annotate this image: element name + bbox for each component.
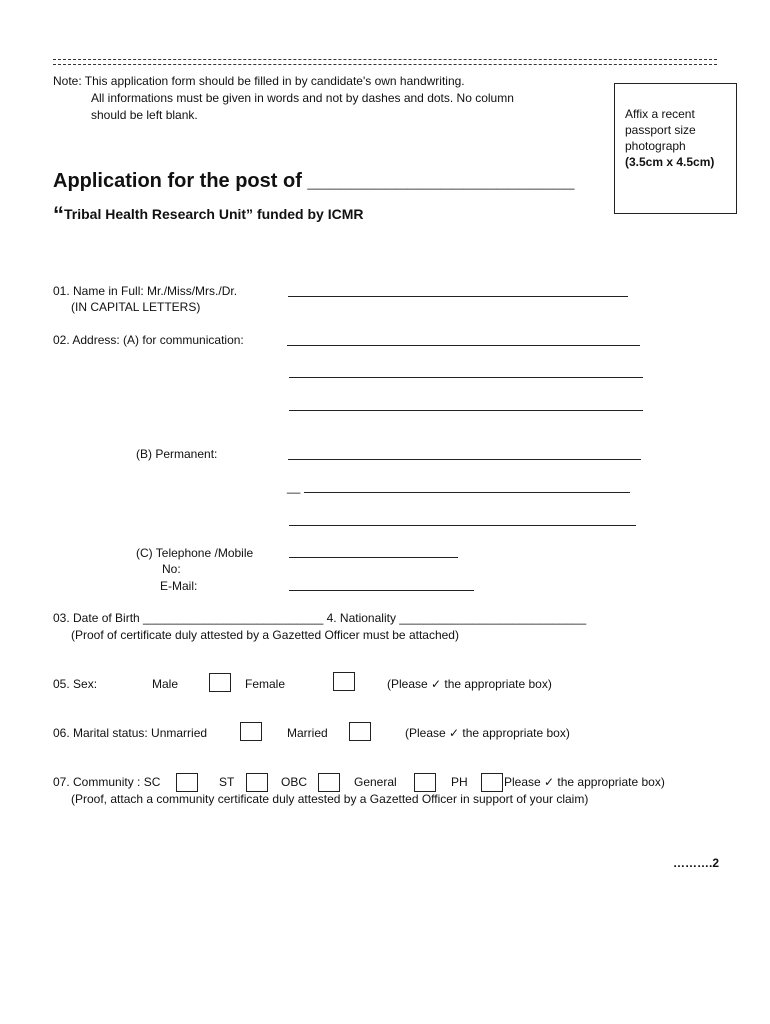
subtitle bbox=[53, 202, 364, 228]
community-st-label: ST bbox=[219, 775, 235, 789]
permanent-line-2[interactable] bbox=[304, 492, 630, 493]
permanent-line-3[interactable] bbox=[289, 525, 636, 526]
marital-hint: (Please ✓ the appropriate box) bbox=[405, 726, 570, 740]
name-input-line[interactable] bbox=[288, 296, 628, 297]
community-general-label: General bbox=[354, 775, 397, 789]
address-label: 02. Address: (A) for communication: bbox=[53, 333, 244, 347]
community-sc-checkbox[interactable] bbox=[176, 773, 198, 792]
email-label: E-Mail: bbox=[160, 579, 198, 593]
note-line-3: should be left blank. bbox=[91, 108, 198, 122]
community-note: (Proof, attach a community certificate duly attested by a Gazetted Officer in support of your claim) bbox=[71, 792, 589, 806]
photo-box-line-4: (3.5cm x 4.5cm) bbox=[625, 155, 715, 169]
dob-note: (Proof of certificate duly attested by a Gazetted Officer must be attached) bbox=[71, 628, 459, 642]
marital-unmarried-checkbox[interactable] bbox=[240, 722, 262, 741]
sex-female-checkbox[interactable] bbox=[333, 672, 355, 691]
telephone-input-line[interactable] bbox=[289, 557, 458, 558]
sex-female-label: Female bbox=[245, 677, 286, 691]
name-note: (IN CAPITAL LETTERS) bbox=[71, 300, 201, 314]
note-line-1: Note: This application form should be filled in by candidate's own handwriting. bbox=[53, 74, 465, 88]
page-title: Application for the post of ________________________ bbox=[53, 170, 575, 192]
community-general-checkbox[interactable] bbox=[414, 773, 436, 792]
community-obc-label: OBC bbox=[281, 775, 308, 789]
community-label: 07. Community : SC bbox=[53, 775, 161, 789]
telephone-label: (C) Telephone /Mobile bbox=[136, 546, 254, 560]
dob-nationality-label[interactable]: 03. Date of Birth ___________________________ 4. Nationality ____________________________ bbox=[53, 611, 587, 625]
permanent-label: (B) Permanent: bbox=[136, 447, 218, 461]
community-hint: Please ✓ the appropriate box) bbox=[504, 775, 665, 789]
photo-box-line-3: photograph bbox=[625, 139, 686, 153]
address-line-2[interactable] bbox=[289, 377, 643, 378]
sex-label: 05. Sex: bbox=[53, 677, 98, 691]
permanent-dash: __ bbox=[287, 480, 301, 494]
subtitle-text: Tribal Health Research Unit” funded by ICMR bbox=[64, 206, 364, 222]
address-line-1[interactable] bbox=[287, 345, 640, 346]
marital-label: 06. Marital status: Unmarried bbox=[53, 726, 208, 740]
photo-box[interactable] bbox=[614, 83, 737, 214]
sex-male-checkbox[interactable] bbox=[209, 673, 231, 692]
page-continue: ……….2 bbox=[673, 856, 720, 870]
community-st-checkbox[interactable] bbox=[246, 773, 268, 792]
marital-married-checkbox[interactable] bbox=[349, 722, 371, 741]
name-label: 01. Name in Full: Mr./Miss/Mrs./Dr. bbox=[53, 284, 238, 298]
community-ph-label: PH bbox=[451, 775, 468, 789]
community-obc-checkbox[interactable] bbox=[318, 773, 340, 792]
marital-married-label: Married bbox=[287, 726, 328, 740]
email-input-line[interactable] bbox=[289, 590, 474, 591]
permanent-line-1[interactable] bbox=[288, 459, 641, 460]
photo-box-line-1: Affix a recent bbox=[625, 107, 695, 121]
separator-rule bbox=[53, 59, 717, 65]
telephone-no-label: No: bbox=[162, 562, 181, 576]
address-line-3[interactable] bbox=[289, 410, 643, 411]
community-ph-checkbox[interactable] bbox=[481, 773, 503, 792]
sex-hint: (Please ✓ the appropriate box) bbox=[387, 677, 552, 691]
sex-male-label: Male bbox=[152, 677, 179, 691]
subtitle-open-quote: “ bbox=[53, 202, 64, 227]
note-line-2: All informations must be given in words and not by dashes and dots. No column bbox=[91, 91, 514, 105]
photo-box-line-2: passport size bbox=[625, 123, 696, 137]
